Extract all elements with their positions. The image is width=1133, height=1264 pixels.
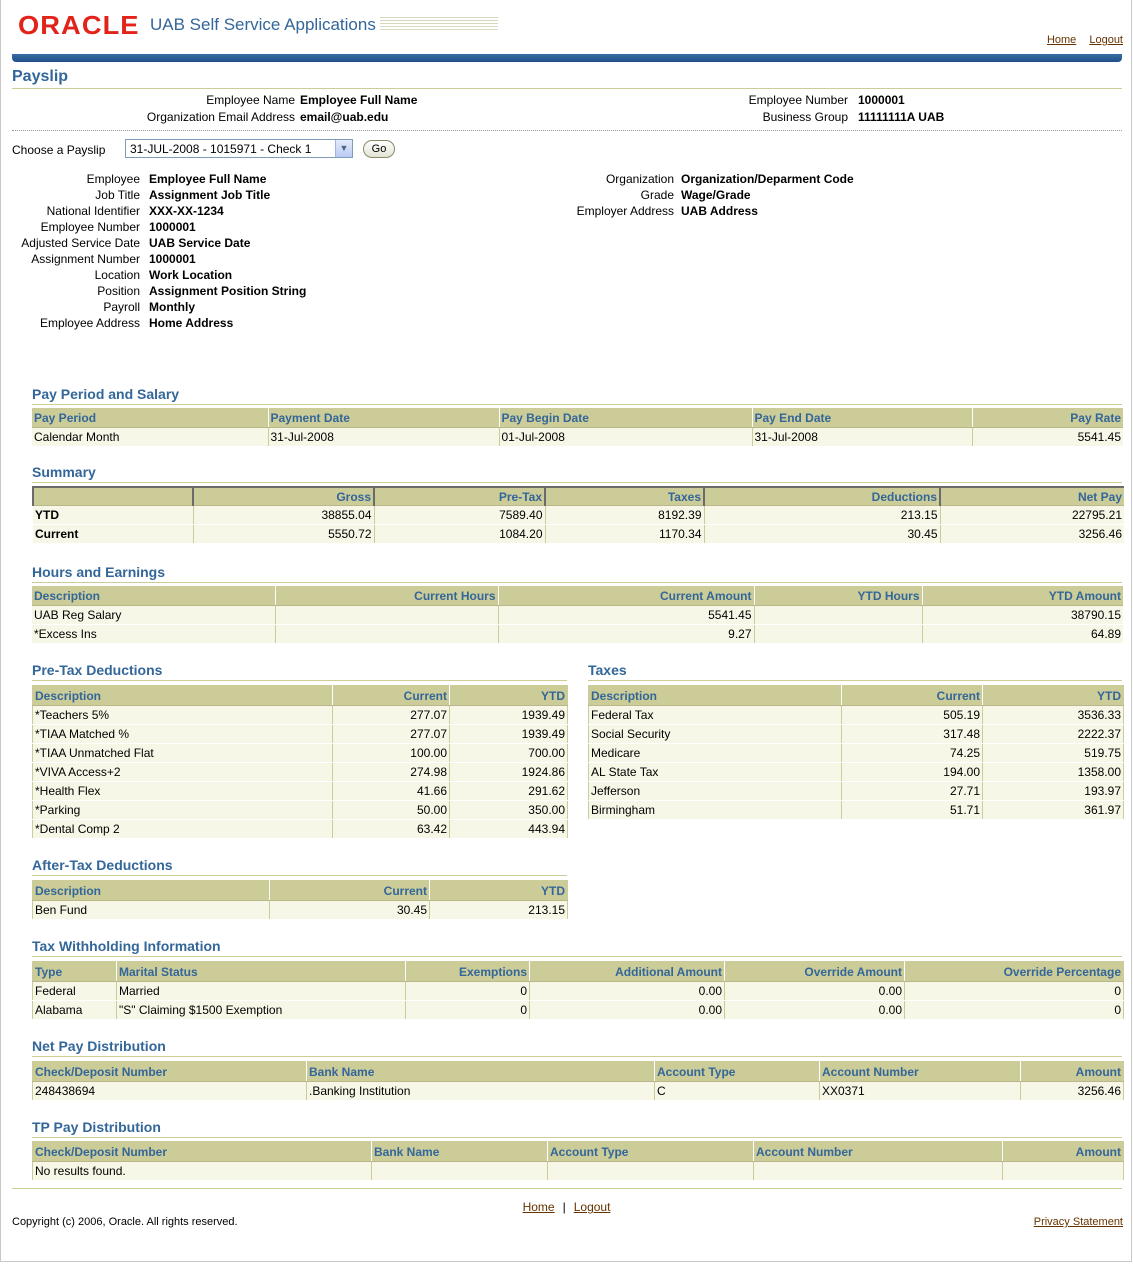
detail-value: Monthly xyxy=(149,300,195,314)
detail-label: Employer Address xyxy=(576,204,674,218)
table-cell: 27.71 xyxy=(842,782,983,801)
header-bar xyxy=(12,54,1122,62)
description-col: Description xyxy=(589,686,842,706)
table-cell: 38790.15 xyxy=(922,606,1123,625)
app-title: UAB Self Service Applications xyxy=(150,15,376,34)
table-cell: *Parking xyxy=(33,801,333,820)
section-divider xyxy=(32,582,1122,583)
detail-value: Assignment Position String xyxy=(149,284,307,298)
business-group-label: Business Group xyxy=(762,110,848,124)
oracle-logo: ORACLE xyxy=(18,10,140,40)
current-col: Current xyxy=(270,881,430,901)
detail-value: Employee Full Name xyxy=(149,172,267,186)
table-cell: .Banking Institution xyxy=(307,1082,655,1101)
table-cell: 274.98 xyxy=(333,763,450,782)
detail-value: XXX-XX-1234 xyxy=(149,204,224,218)
section-divider xyxy=(32,1137,1122,1138)
table-row xyxy=(32,625,1123,644)
table-cell: 51.71 xyxy=(842,801,983,820)
table-cell: XX0371 xyxy=(820,1082,1021,1101)
footer-links xyxy=(0,1200,1133,1214)
table-cell xyxy=(1003,1162,1124,1181)
table-cell: 100.00 xyxy=(333,744,450,763)
table-row xyxy=(33,1082,1124,1101)
summary-table xyxy=(32,486,1124,544)
pay-end-date-col: Pay End Date xyxy=(752,408,972,428)
type-col: Type xyxy=(33,962,117,982)
table-row xyxy=(33,801,568,820)
table-row xyxy=(33,506,1124,525)
go-button[interactable]: Go xyxy=(363,140,395,158)
table-cell xyxy=(275,625,498,644)
table-cell: 1924.86 xyxy=(450,763,568,782)
deductions-col: Deductions xyxy=(704,487,940,506)
table-cell: 194.00 xyxy=(842,763,983,782)
table-row xyxy=(33,1162,1124,1181)
gross-col: Gross xyxy=(193,487,374,506)
hours-earnings-heading: Hours and Earnings xyxy=(32,564,166,580)
detail-label: Adjusted Service Date xyxy=(21,236,140,250)
privacy-statement-link[interactable]: Privacy Statement xyxy=(1033,1216,1123,1228)
table-cell: 01-Jul-2008 xyxy=(499,428,752,447)
summary-blank-col xyxy=(33,487,193,506)
section-divider xyxy=(588,680,1122,681)
table-cell: AL State Tax xyxy=(589,763,842,782)
detail-label: Employee Address xyxy=(39,316,140,330)
table-cell: *Dental Comp 2 xyxy=(33,820,333,839)
table-cell: *Excess Ins xyxy=(32,625,275,644)
table-row xyxy=(32,428,1123,447)
footer-divider xyxy=(12,1188,1122,1189)
title-stripes-decoration xyxy=(380,17,498,31)
account-number-col: Account Number xyxy=(820,1062,1021,1082)
table-cell xyxy=(754,625,922,644)
pay-period-col: Pay Period xyxy=(32,408,268,428)
table-cell: 7589.40 xyxy=(374,506,545,525)
table-cell xyxy=(275,606,498,625)
detail-label: Payroll xyxy=(103,300,140,314)
table-cell: 1170.34 xyxy=(545,525,704,544)
table-cell: 2222.37 xyxy=(983,725,1124,744)
table-cell: 31-Jul-2008 xyxy=(752,428,972,447)
table-cell xyxy=(754,606,922,625)
table-cell: 50.00 xyxy=(333,801,450,820)
hours-earnings-table xyxy=(32,586,1123,644)
table-cell: *Teachers 5% xyxy=(33,706,333,725)
table-cell: 0 xyxy=(905,1001,1124,1020)
marital-status-col: Marital Status xyxy=(117,962,406,982)
table-row xyxy=(589,744,1124,763)
table-cell xyxy=(372,1162,548,1181)
table-cell: Jefferson xyxy=(589,782,842,801)
table-cell: Ben Fund xyxy=(33,901,270,920)
detail-label: Location xyxy=(94,268,140,282)
payment-date-col: Payment Date xyxy=(268,408,499,428)
net-pay-col: Net Pay xyxy=(940,487,1124,506)
table-cell: 5541.45 xyxy=(972,428,1123,447)
description-col: Description xyxy=(33,881,270,901)
table-cell: 31-Jul-2008 xyxy=(268,428,499,447)
table-row xyxy=(33,725,568,744)
table-cell: Federal xyxy=(33,982,117,1001)
section-divider xyxy=(32,404,1122,405)
table-cell: 0.00 xyxy=(530,982,725,1001)
table-row xyxy=(33,820,568,839)
ytd-col: YTD xyxy=(450,686,568,706)
table-cell: 41.66 xyxy=(333,782,450,801)
check-deposit-col: Check/Deposit Number xyxy=(33,1142,372,1162)
ytd-amount-col: YTD Amount xyxy=(922,586,1123,606)
table-cell: Married xyxy=(117,982,406,1001)
employee-name-value: Employee Full Name xyxy=(300,93,418,107)
payslip-select-value: 31-JUL-2008 - 1015971 - Check 1 xyxy=(130,142,312,156)
check-deposit-col: Check/Deposit Number xyxy=(33,1062,307,1082)
table-cell: 3256.46 xyxy=(1021,1082,1124,1101)
ytd-col: YTD xyxy=(430,881,568,901)
table-row xyxy=(33,763,568,782)
detail-label: Grade xyxy=(640,188,674,202)
table-row xyxy=(33,782,568,801)
tppay-table xyxy=(32,1141,1124,1181)
table-cell: 193.97 xyxy=(983,782,1124,801)
override-percentage-col: Override Percentage xyxy=(905,962,1124,982)
table-row xyxy=(589,801,1124,820)
detail-label: Position xyxy=(97,284,140,298)
table-cell: 519.75 xyxy=(983,744,1124,763)
table-cell: 0.00 xyxy=(725,1001,905,1020)
org-email-label: Organization Email Address xyxy=(146,110,295,124)
table-cell: Social Security xyxy=(589,725,842,744)
table-cell xyxy=(548,1162,754,1181)
detail-value: 1000001 xyxy=(149,220,196,234)
current-hours-col: Current Hours xyxy=(275,586,498,606)
table-row xyxy=(33,706,568,725)
summary-heading: Summary xyxy=(32,464,96,480)
table-cell: Birmingham xyxy=(589,801,842,820)
table-cell: 1358.00 xyxy=(983,763,1124,782)
current-amount-col: Current Amount xyxy=(498,586,754,606)
title-divider xyxy=(12,88,1122,89)
table-cell: 277.07 xyxy=(333,725,450,744)
table-cell: 505.19 xyxy=(842,706,983,725)
detail-value: Organization/Deparment Code xyxy=(681,172,854,186)
payslip-select[interactable] xyxy=(125,139,353,158)
table-cell: *TIAA Unmatched Flat xyxy=(33,744,333,763)
table-cell: 277.07 xyxy=(333,706,450,725)
table-cell: 0 xyxy=(905,982,1124,1001)
copyright: Copyright (c) 2006, Oracle. All rights reserved. xyxy=(12,1216,238,1228)
table-cell: 38855.04 xyxy=(193,506,374,525)
table-row xyxy=(589,763,1124,782)
aftertax-heading: After-Tax Deductions xyxy=(32,857,173,873)
org-email-value: email@uab.edu xyxy=(300,110,389,124)
table-cell: 64.89 xyxy=(922,625,1123,644)
taxes-col: Taxes xyxy=(545,487,704,506)
detail-value: Home Address xyxy=(149,316,234,330)
table-row xyxy=(589,706,1124,725)
footer-logout-link[interactable]: Logout xyxy=(573,1200,611,1214)
detail-label: National Identifier xyxy=(46,204,140,218)
amount-col: Amount xyxy=(1021,1062,1124,1082)
table-cell: 5550.72 xyxy=(193,525,374,544)
ytd-hours-col: YTD Hours xyxy=(754,586,922,606)
table-cell: 22795.21 xyxy=(940,506,1124,525)
employee-number-value: 1000001 xyxy=(858,93,905,107)
taxes-heading: Taxes xyxy=(588,662,627,678)
privacy-statement xyxy=(1034,1216,1123,1228)
choose-payslip-label: Choose a Payslip xyxy=(12,143,106,157)
footer-home-link[interactable]: Home xyxy=(522,1200,555,1214)
pay-period-heading: Pay Period and Salary xyxy=(32,386,180,402)
table-cell: 0.00 xyxy=(725,982,905,1001)
table-cell: 350.00 xyxy=(450,801,568,820)
table-cell: *Health Flex xyxy=(33,782,333,801)
withholding-heading: Tax Withholding Information xyxy=(32,938,221,954)
table-cell: 1084.20 xyxy=(374,525,545,544)
table-cell: 8192.39 xyxy=(545,506,704,525)
exemptions-col: Exemptions xyxy=(406,962,530,982)
override-amount-col: Override Amount xyxy=(725,962,905,982)
detail-value: 1000001 xyxy=(149,252,196,266)
page-title: Payslip xyxy=(12,68,69,85)
account-number-col: Account Number xyxy=(754,1142,1003,1162)
taxes-table xyxy=(588,685,1124,820)
ytd-col: YTD xyxy=(983,686,1124,706)
table-cell: 3256.46 xyxy=(940,525,1124,544)
detail-value: Assignment Job Title xyxy=(149,188,271,202)
detail-label: Organization xyxy=(605,172,674,186)
account-type-col: Account Type xyxy=(548,1142,754,1162)
table-cell: 0.00 xyxy=(530,1001,725,1020)
table-row xyxy=(33,525,1124,544)
table-cell: 291.62 xyxy=(450,782,568,801)
footer-separator: | xyxy=(562,1200,566,1214)
chevron-down-icon[interactable]: ▼ xyxy=(335,140,352,157)
account-type-col: Account Type xyxy=(655,1062,820,1082)
logout-link[interactable]: Logout xyxy=(1089,34,1123,46)
section-divider xyxy=(32,680,567,681)
global-links xyxy=(1037,34,1123,46)
current-col: Current xyxy=(842,686,983,706)
table-cell: YTD xyxy=(33,506,193,525)
pay-period-table xyxy=(32,408,1123,447)
table-cell: 700.00 xyxy=(450,744,568,763)
description-col: Description xyxy=(32,586,275,606)
home-link[interactable]: Home xyxy=(1046,34,1077,46)
table-cell: Medicare xyxy=(589,744,842,763)
detail-label: Employee Number xyxy=(40,220,140,234)
withholding-table xyxy=(32,961,1124,1020)
table-cell: 443.94 xyxy=(450,820,568,839)
table-cell: 361.97 xyxy=(983,801,1124,820)
description-col: Description xyxy=(33,686,333,706)
additional-amount-col: Additional Amount xyxy=(530,962,725,982)
table-cell: Federal Tax xyxy=(589,706,842,725)
bank-name-col: Bank Name xyxy=(372,1142,548,1162)
section-divider xyxy=(32,482,1122,483)
table-cell: 74.25 xyxy=(842,744,983,763)
table-cell: 63.42 xyxy=(333,820,450,839)
no-results-cell: No results found. xyxy=(33,1162,372,1181)
business-group-value: 11111111A UAB xyxy=(858,110,945,124)
bank-name-col: Bank Name xyxy=(307,1062,655,1082)
section-divider xyxy=(32,1056,1122,1057)
detail-label: Employee xyxy=(86,172,140,186)
table-cell: 5541.45 xyxy=(498,606,754,625)
detail-value: Wage/Grade xyxy=(681,188,751,202)
aftertax-table xyxy=(32,880,568,920)
table-row xyxy=(33,744,568,763)
detail-value: UAB Address xyxy=(681,204,758,218)
table-row xyxy=(32,606,1123,625)
pretax-col: Pre-Tax xyxy=(374,487,545,506)
netpay-heading: Net Pay Distribution xyxy=(32,1038,166,1054)
dotted-divider xyxy=(12,130,1122,131)
table-cell: "S" Claiming $1500 Exemption xyxy=(117,1001,406,1020)
table-cell: Current xyxy=(33,525,193,544)
employee-name-label: Employee Name xyxy=(206,93,295,107)
table-cell: *VIVA Access+2 xyxy=(33,763,333,782)
table-cell: *TIAA Matched % xyxy=(33,725,333,744)
section-divider xyxy=(32,875,567,876)
tppay-heading: TP Pay Distribution xyxy=(32,1119,161,1135)
employee-number-label: Employee Number xyxy=(748,93,848,107)
table-row xyxy=(33,901,568,920)
table-row xyxy=(589,782,1124,801)
detail-label: Job Title xyxy=(95,188,140,202)
table-cell: Calendar Month xyxy=(32,428,268,447)
table-cell: 3536.33 xyxy=(983,706,1124,725)
pay-rate-col: Pay Rate xyxy=(972,408,1123,428)
table-cell: 30.45 xyxy=(270,901,430,920)
detail-value: UAB Service Date xyxy=(149,236,251,250)
pretax-heading: Pre-Tax Deductions xyxy=(32,662,163,678)
current-col: Current xyxy=(333,686,450,706)
table-cell: 248438694 xyxy=(33,1082,307,1101)
section-divider xyxy=(32,956,1122,957)
table-cell: 9.27 xyxy=(498,625,754,644)
table-cell xyxy=(754,1162,1003,1181)
table-cell: 30.45 xyxy=(704,525,940,544)
pay-begin-date-col: Pay Begin Date xyxy=(499,408,752,428)
table-row xyxy=(589,725,1124,744)
detail-label: Assignment Number xyxy=(31,252,140,266)
table-cell: Alabama xyxy=(33,1001,117,1020)
table-cell: 317.48 xyxy=(842,725,983,744)
table-cell: 213.15 xyxy=(430,901,568,920)
detail-value: Work Location xyxy=(149,268,233,282)
netpay-table xyxy=(32,1061,1124,1101)
table-row xyxy=(33,1001,1124,1020)
table-cell: 0 xyxy=(406,1001,530,1020)
amount-col: Amount xyxy=(1003,1142,1124,1162)
table-cell: UAB Reg Salary xyxy=(32,606,275,625)
table-cell: C xyxy=(655,1082,820,1101)
table-cell: 1939.49 xyxy=(450,725,568,744)
table-cell: 1939.49 xyxy=(450,706,568,725)
pretax-table xyxy=(32,685,568,839)
table-cell: 213.15 xyxy=(704,506,940,525)
table-cell: 0 xyxy=(406,982,530,1001)
table-row xyxy=(33,982,1124,1001)
